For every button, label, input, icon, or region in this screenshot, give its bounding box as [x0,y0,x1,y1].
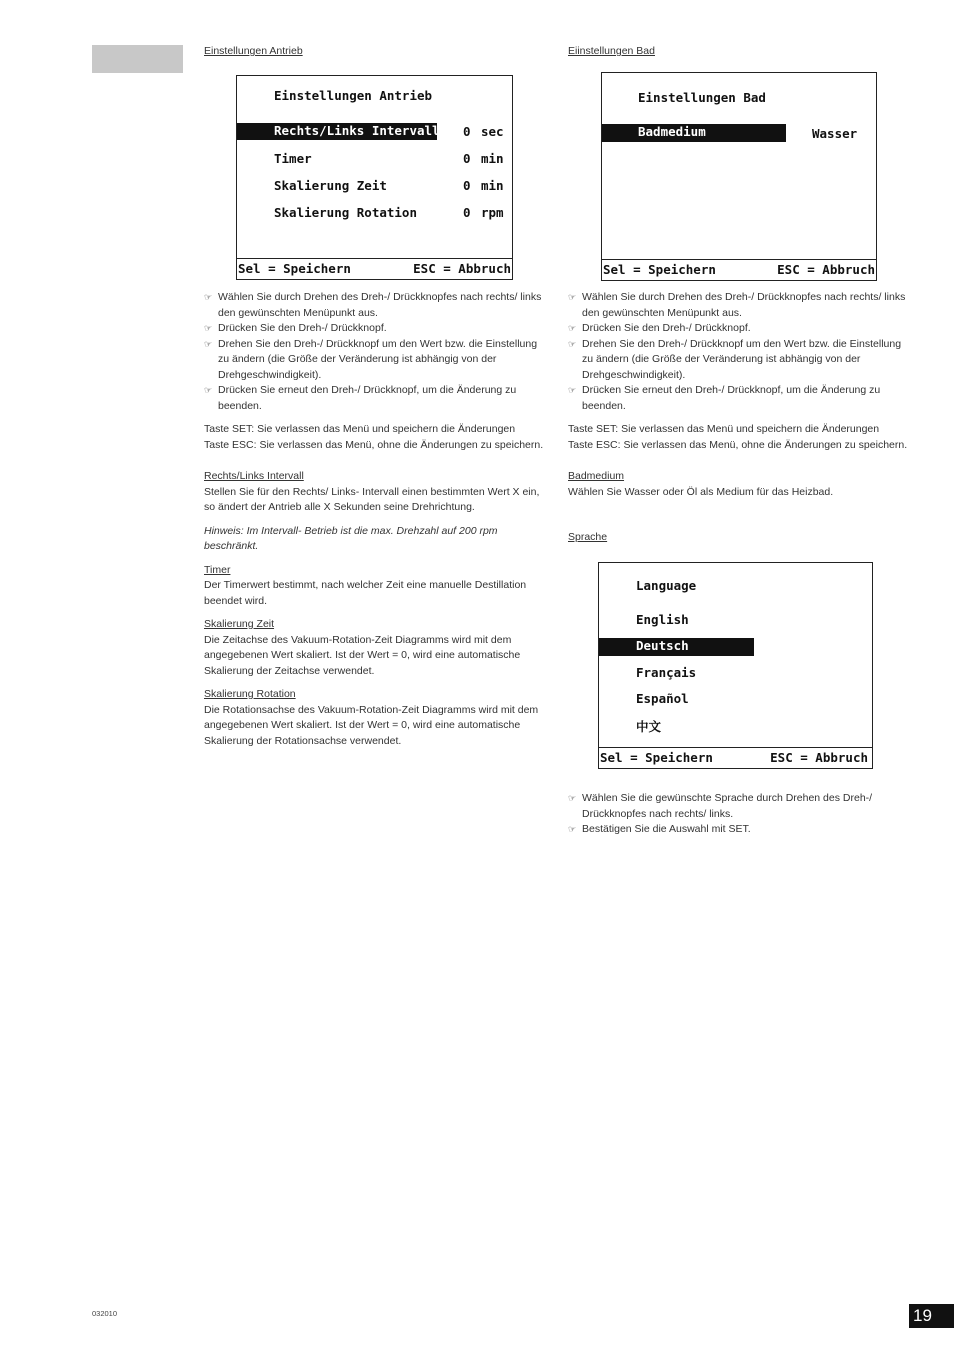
list-item: ☞ Drehen Sie den Dreh-/ Drückknopf um den Wert bzw. die Einstellung zu ändern (die Größe der Veränderung ist abhängig von der Drehgeschwindigkeit). [568,337,902,381]
lcd-row-value: 0 [463,178,471,193]
list-item: ☞ Drücken Sie erneut den Dreh-/ Drückknopf, um die Änderung zu beenden. [204,384,517,412]
list-item: ☞ Wählen Sie durch Drehen des Dreh-/ Drückknopfes nach rechts/ links den gewünschten Menüpunkt aus. [204,291,542,319]
list-item: ☞ Wählen Sie die gewünschte Sprache durch Drehen des Dreh-/ Drückknopfes nach rechts/ links. [568,792,873,820]
list-item: ☞ Drücken Sie den Dreh-/ Drückknopf. [568,321,910,337]
lcd-row-unit: rpm [481,205,504,220]
language-option-selected: Deutsch [599,638,754,656]
list-item: ☞ Wählen Sie durch Drehen des Dreh-/ Drückknopfes nach rechts/ links den gewünschten Menüpunkt aus. [568,291,906,319]
pointing-hand-icon: ☞ [204,385,213,395]
lcd-footer [237,258,512,279]
subsection-text: Die Rotationsachse des Vakuum-Rotation-Zeit Diagramms wird mit dem angegebenen Wert skaliert. Ist der Wert = 0, wird eine automatische Skalierung der Rotationsachse verwendet. [204,703,539,747]
lcd-title: Einstellungen Bad [638,90,766,105]
subsection-heading: Skalierung Zeit [204,618,275,630]
list-item: ☞ Bestätigen Sie die Auswahl mit SET. [568,822,910,838]
language-option: 中文 [636,719,662,734]
subsection-text: Stellen Sie für den Rechts/ Links- Intervall einen bestimmten Wert X ein, so ändert der Antrieb alle X Sekunden seine Drehrichtung. [204,485,540,513]
instruction-list [568,290,910,414]
instruction-list [204,290,546,414]
right-body [568,290,910,500]
list-item: ☞ Drücken Sie den Dreh-/ Drückknopf. [204,321,546,337]
pointing-hand-icon: ☞ [204,292,213,302]
language-instructions [568,791,910,838]
subsection-heading: Rechts/Links Intervall [204,470,304,482]
lcd-row-selected: Rechts/Links Intervall [237,123,437,140]
lcd-row-label: Timer [274,151,312,166]
document-code: 032010 [92,1309,118,1318]
taste-esc-text: Taste ESC: Sie verlassen das Menü, ohne die Änderungen zu speichern. [204,438,544,451]
language-option: Français [636,665,697,680]
subsection-text: Wählen Sie Wasser oder Öl als Medium für das Heizbad. [568,485,834,498]
list-item: ☞ Drücken Sie erneut den Dreh-/ Drückknopf, um die Änderung zu beenden. [568,384,881,412]
lcd-title: Language [636,578,697,593]
list-item: ☞ Drehen Sie den Dreh-/ Drückknopf um den Wert bzw. die Einstellung zu ändern (die Größe der Veränderung ist abhängig von der Drehgeschwindigkeit). [204,337,538,381]
taste-esc-text: Taste ESC: Sie verlassen das Menü, ohne die Änderungen zu speichern. [568,438,908,451]
lcd-title: Einstellungen Antrieb [274,88,433,103]
pointing-hand-icon: ☞ [568,824,577,834]
lcd-row-label: Skalierung Rotation [274,205,417,220]
pointing-hand-icon: ☞ [568,338,577,349]
lcd-footer-save: Sel = Speichern [600,750,713,765]
lcd-footer-save: Sel = Speichern [238,261,351,276]
lcd-footer [599,747,872,768]
taste-set-text: Taste SET: Sie verlassen das Menü und speichern die Änderungen [204,423,516,435]
lcd-row-selected: Badmedium [602,124,786,142]
lcd-screen-language [598,562,873,769]
lcd-row-unit: sec [481,124,504,139]
pointing-hand-icon: ☞ [568,292,577,302]
pointing-hand-icon: ☞ [568,793,577,803]
lcd-row-value: 0 [463,205,471,220]
lcd-footer-save: Sel = Speichern [603,262,716,277]
instruction-list [568,791,910,838]
lcd-row-value: 0 [463,124,471,139]
language-option: English [636,612,689,627]
lcd-footer-cancel: ESC = Abbruch [777,262,875,277]
pointing-hand-icon: ☞ [204,338,213,349]
lcd-row-label: Skalierung Zeit [274,178,387,193]
subsection-heading: Timer [204,563,231,576]
left-body [204,290,546,749]
lcd-row-value: Wasser [812,126,858,141]
lcd-screen-antrieb [236,75,513,280]
subsection-text: Der Timerwert bestimmt, nach welcher Zeit eine manuelle Destillation beendet wird. [204,579,527,607]
pointing-hand-icon: ☞ [568,323,577,333]
page-number: 19 [909,1304,954,1328]
lcd-footer-cancel: ESC = Abbruch [413,261,511,276]
lcd-footer-cancel: ESC = Abbruch [770,750,868,765]
subsection-heading: Skalierung Rotation [204,688,296,700]
pointing-hand-icon: ☞ [568,385,577,395]
subsection-text: Die Zeitachse des Vakuum-Rotation-Zeit Diagramms wird mit dem angegebenen Wert skaliert. Ist der Wert = 0, wird eine automatische Skalierung der Zeitachse verwendet. [204,633,521,677]
lcd-row-value: 0 [463,151,471,166]
lcd-screen-bad [601,72,877,281]
hinweis-note: Hinweis: Im Intervall- Betrieb ist die max. Drehzahl auf 200 rpm beschränkt. [204,524,498,552]
subsection-heading: Badmedium [568,470,625,482]
lcd-row-unit: min [481,178,504,193]
taste-set-text: Taste SET: Sie verlassen das Menü und speichern die Änderungen [568,423,880,435]
lcd-footer [602,259,876,280]
sprache-heading: Sprache [568,531,608,543]
pointing-hand-icon: ☞ [204,323,213,333]
section-heading-antrieb: Einstellungen Antrieb [204,45,303,57]
header-tab-bar [92,45,183,73]
lcd-row-unit: min [481,151,504,166]
section-heading-bad: Eiinstellungen Bad [568,45,655,57]
language-option: Español [636,691,689,706]
